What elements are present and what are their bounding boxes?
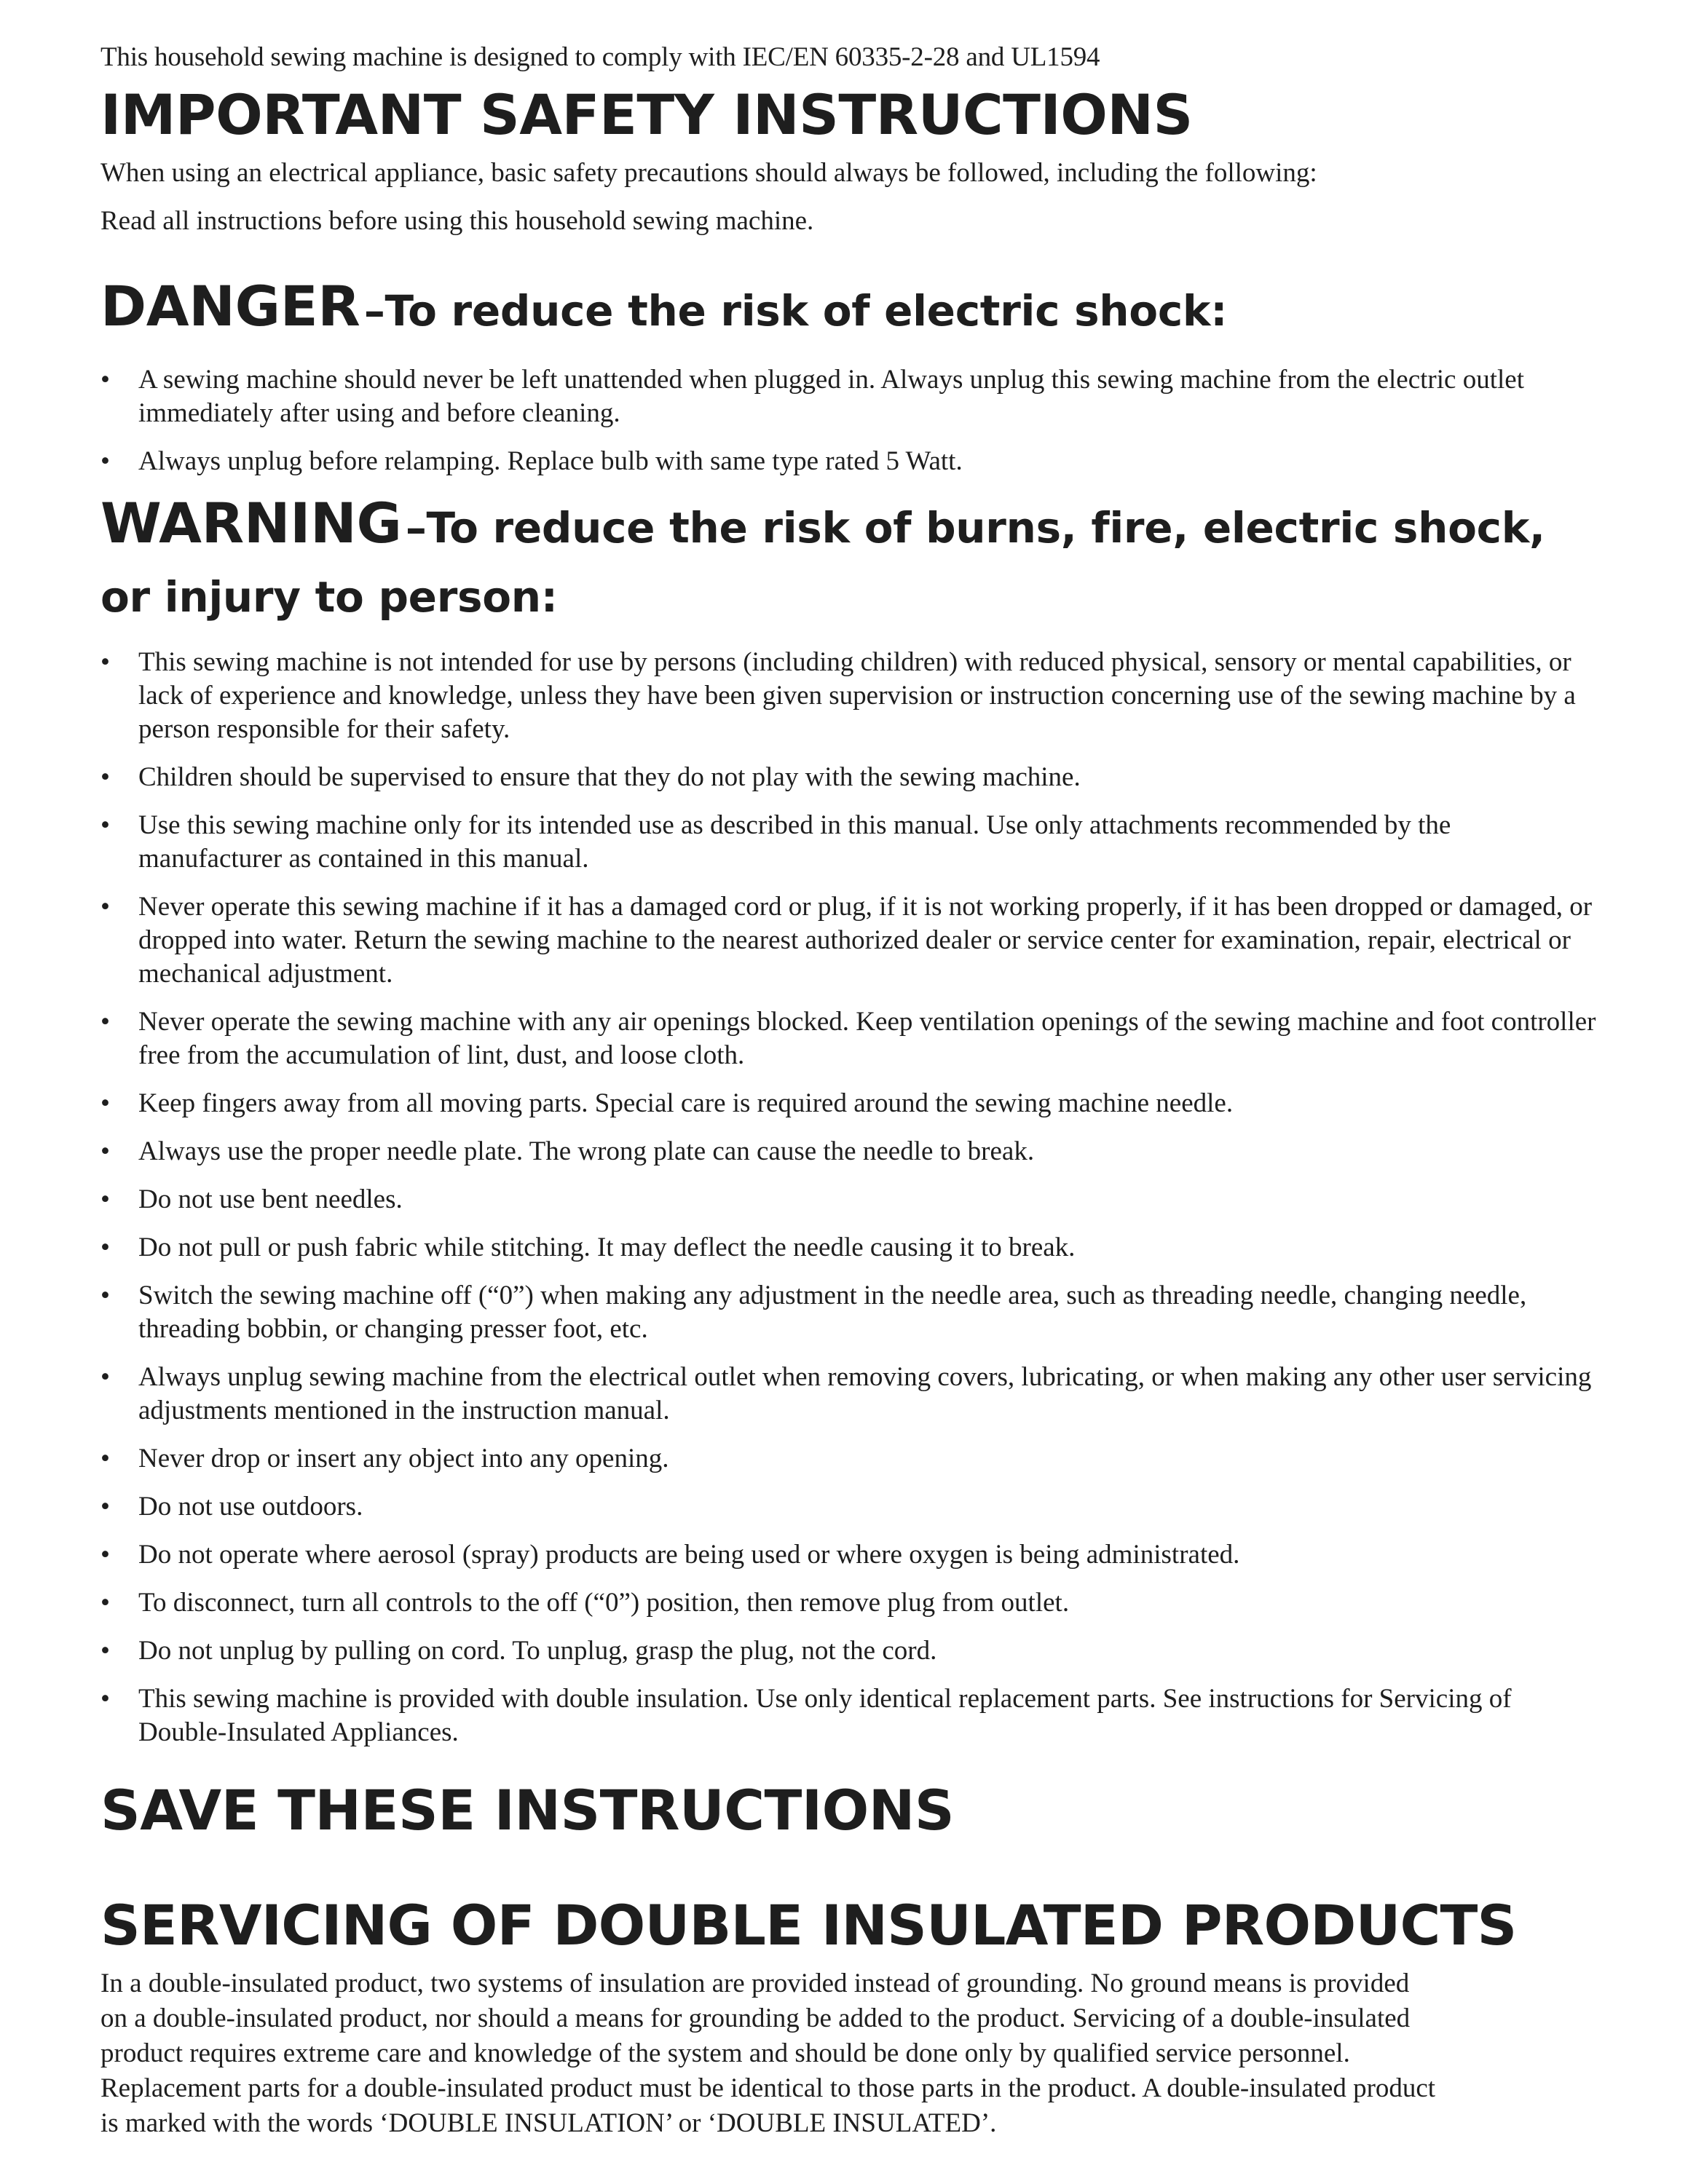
list-item-text: This sewing machine is not intended for use by persons (including children) with reduced physical, sensory or mental capabilities, or lack of experience and knowledge, unless they have been given supervision or instruction concerning use of the sewing machine by a person responsible for their safety. <box>138 647 1576 744</box>
bullet-icon: • <box>100 1684 110 1714</box>
list-item-text: Never operate the sewing machine with any air openings blocked. Keep ventilation openings of the sewing machine and foot controller free from the accumulation of lint, dust, and loose cloth. <box>138 1007 1596 1070</box>
warning-dash: – <box>405 503 427 553</box>
warning-label: WARNING <box>100 491 402 555</box>
list-item <box>100 1538 1601 1572</box>
servicing-line: Replacement parts for a double-insulated product must be identical to those parts in the product. A double-insulated product <box>100 2073 1436 2103</box>
list-item <box>100 1490 1601 1524</box>
bullet-icon: • <box>100 446 110 476</box>
warning-text: To reduce the risk of burns, fire, electric shock, or injury to person: <box>100 503 1545 622</box>
list-item <box>100 1586 1601 1620</box>
bullet-icon: • <box>100 810 110 840</box>
bullet-icon: • <box>100 1444 110 1473</box>
warning-heading <box>100 491 1601 637</box>
servicing-line: product requires extreme care and knowledge of the system and should be done only by qualified service personnel. <box>100 2038 1350 2068</box>
list-item-text: A sewing machine should never be left unattended when plugged in. Always unplug this sewing machine from the electric outlet immediately after using and before cleaning. <box>138 365 1524 428</box>
compliance-statement: This household sewing machine is designed to comply with IEC/EN 60335-2-28 and UL1594 <box>100 42 1100 72</box>
list-item <box>100 1183 1601 1216</box>
list-item <box>100 1634 1601 1668</box>
servicing-line: is marked with the words ‘DOUBLE INSULATION’ or ‘DOUBLE INSULATED’. <box>100 2108 997 2138</box>
list-item <box>100 1231 1601 1265</box>
list-item-text: Children should be supervised to ensure that they do not play with the sewing machine. <box>138 762 1081 792</box>
list-item <box>100 1279 1601 1346</box>
list-item <box>100 1087 1601 1120</box>
list-item <box>100 1682 1601 1749</box>
servicing-line: In a double-insulated product, two systems of insulation are provided instead of grounding. No ground means is provided <box>100 1969 1410 1998</box>
servicing-heading: SERVICING OF DOUBLE INSULATED PRODUCTS <box>100 1893 1517 1958</box>
bullet-icon: • <box>100 1233 110 1262</box>
bullet-icon: • <box>100 365 110 395</box>
bullet-icon: • <box>100 1362 110 1392</box>
bullet-icon: • <box>100 1007 110 1037</box>
list-item-text: Never drop or insert any object into any opening. <box>138 1444 669 1473</box>
safety-instructions-page <box>100 38 1601 2141</box>
list-item <box>100 809 1601 876</box>
list-item-text: Always unplug before relamping. Replace bulb with same type rated 5 Watt. <box>138 446 963 476</box>
bullet-icon: • <box>100 1184 110 1214</box>
list-item-text: Use this sewing machine only for its intended use as described in this manual. Use only attachments recommended by the manufacturer as contained in this manual. <box>138 810 1451 874</box>
warning-list <box>100 646 1601 1749</box>
list-item-text: Do not pull or push fabric while stitching. It may deflect the needle causing it to break. <box>138 1233 1076 1262</box>
servicing-line: on a double-insulated product, nor should a means for grounding be added to the product. Servicing of a double-insulated <box>100 2003 1411 2033</box>
danger-heading <box>100 274 1601 355</box>
intro-precautions: When using an electrical appliance, basic safety precautions should always be followed, including the following: <box>100 158 1317 188</box>
bullet-icon: • <box>100 892 110 922</box>
bullet-icon: • <box>100 1136 110 1166</box>
bullet-icon: • <box>100 647 110 677</box>
bullet-icon: • <box>100 1281 110 1310</box>
danger-label: DANGER <box>100 274 360 339</box>
bullet-icon: • <box>100 762 110 792</box>
list-item <box>100 761 1601 794</box>
list-item-text: Keep fingers away from all moving parts. Special care is required around the sewing machine needle. <box>138 1088 1234 1118</box>
page-title: IMPORTANT SAFETY INSTRUCTIONS <box>100 82 1193 147</box>
list-item-text: To disconnect, turn all controls to the off (“0”) position, then remove plug from outlet. <box>138 1588 1070 1618</box>
bullet-icon: • <box>100 1636 110 1666</box>
list-item-text: Do not operate where aerosol (spray) products are being used or where oxygen is being administrated. <box>138 1540 1240 1570</box>
bullet-icon: • <box>100 1492 110 1522</box>
list-item <box>100 1005 1601 1072</box>
list-item <box>100 1135 1601 1168</box>
bullet-icon: • <box>100 1588 110 1618</box>
intro-read-all: Read all instructions before using this household sewing machine. <box>100 206 814 236</box>
list-item <box>100 646 1601 746</box>
danger-dash: – <box>363 286 385 336</box>
list-item-text: Never operate this sewing machine if it has a damaged cord or plug, if it is not working properly, if it has been dropped or damaged, or dropped into water. Return the sewing machine to the nearest authorized dealer or service center for examination, repair, electrical or mechanical adjustment. <box>138 892 1593 989</box>
servicing-paragraph <box>100 1966 1601 2141</box>
danger-text: To reduce the risk of electric shock: <box>384 286 1228 336</box>
list-item-text: Switch the sewing machine off (“0”) when making any adjustment in the needle area, such as threading needle, changing needle, threading bobbin, or changing presser foot, etc. <box>138 1281 1527 1344</box>
list-item <box>100 445 1601 478</box>
save-instructions-heading: SAVE THESE INSTRUCTIONS <box>100 1778 955 1843</box>
list-item-text: Do not use outdoors. <box>138 1492 363 1522</box>
bullet-icon: • <box>100 1540 110 1570</box>
list-item-text: This sewing machine is provided with double insulation. Use only identical replacement parts. See instructions for Servicing of Double-Insulated Appliances. <box>138 1684 1512 1747</box>
list-item-text: Always use the proper needle plate. The wrong plate can cause the needle to break. <box>138 1136 1035 1166</box>
list-item <box>100 1442 1601 1476</box>
bullet-icon: • <box>100 1088 110 1118</box>
list-item <box>100 890 1601 991</box>
list-item-text: Always unplug sewing machine from the electrical outlet when removing covers, lubricating, or when making any other user servicing adjustments mentioned in the instruction manual. <box>138 1362 1592 1425</box>
list-item <box>100 363 1601 430</box>
list-item <box>100 1361 1601 1428</box>
danger-list <box>100 363 1601 478</box>
list-item-text: Do not unplug by pulling on cord. To unplug, grasp the plug, not the cord. <box>138 1636 937 1666</box>
list-item-text: Do not use bent needles. <box>138 1184 403 1214</box>
